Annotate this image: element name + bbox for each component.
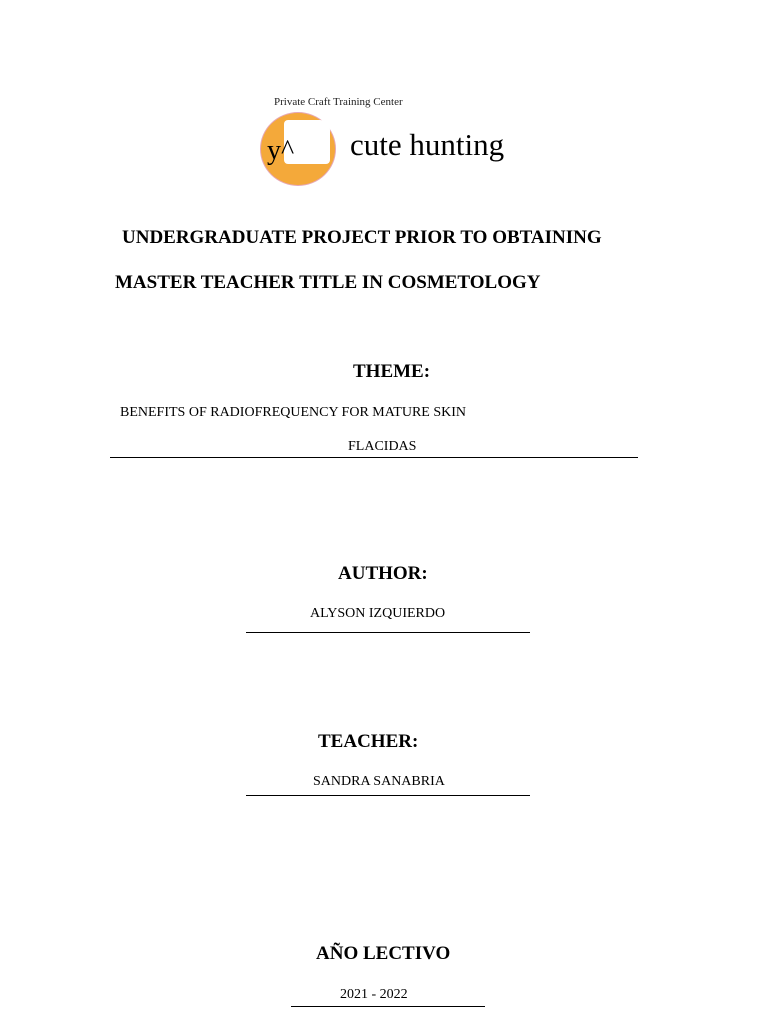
brand-name: cute hunting — [350, 127, 505, 162]
author-heading: AUTHOR: — [338, 563, 428, 584]
theme-text-line-2: FLACIDAS — [348, 439, 417, 454]
teacher-heading: TEACHER: — [318, 731, 419, 752]
logo-glyph: y^ — [267, 135, 295, 166]
teacher-underline — [246, 795, 530, 796]
academic-year-value: 2021 - 2022 — [340, 987, 408, 1002]
theme-underline — [110, 457, 638, 458]
author-name: ALYSON IZQUIERDO — [310, 606, 446, 621]
document-title-line-2: MASTER TEACHER TITLE IN COSMETOLOGY — [115, 272, 541, 293]
theme-heading: THEME: — [353, 361, 431, 382]
theme-text-line-1: BENEFITS OF RADIOFREQUENCY FOR MATURE SKIN — [120, 405, 467, 420]
academic-year-heading: AÑO LECTIVO — [316, 943, 451, 964]
author-underline — [246, 632, 530, 633]
document-title-line-1: UNDERGRADUATE PROJECT PRIOR TO OBTAINING — [122, 227, 602, 248]
teacher-name: SANDRA SANABRIA — [313, 774, 445, 789]
logo-caption: Private Craft Training Center — [274, 96, 403, 108]
academic-year-underline — [291, 1006, 485, 1007]
